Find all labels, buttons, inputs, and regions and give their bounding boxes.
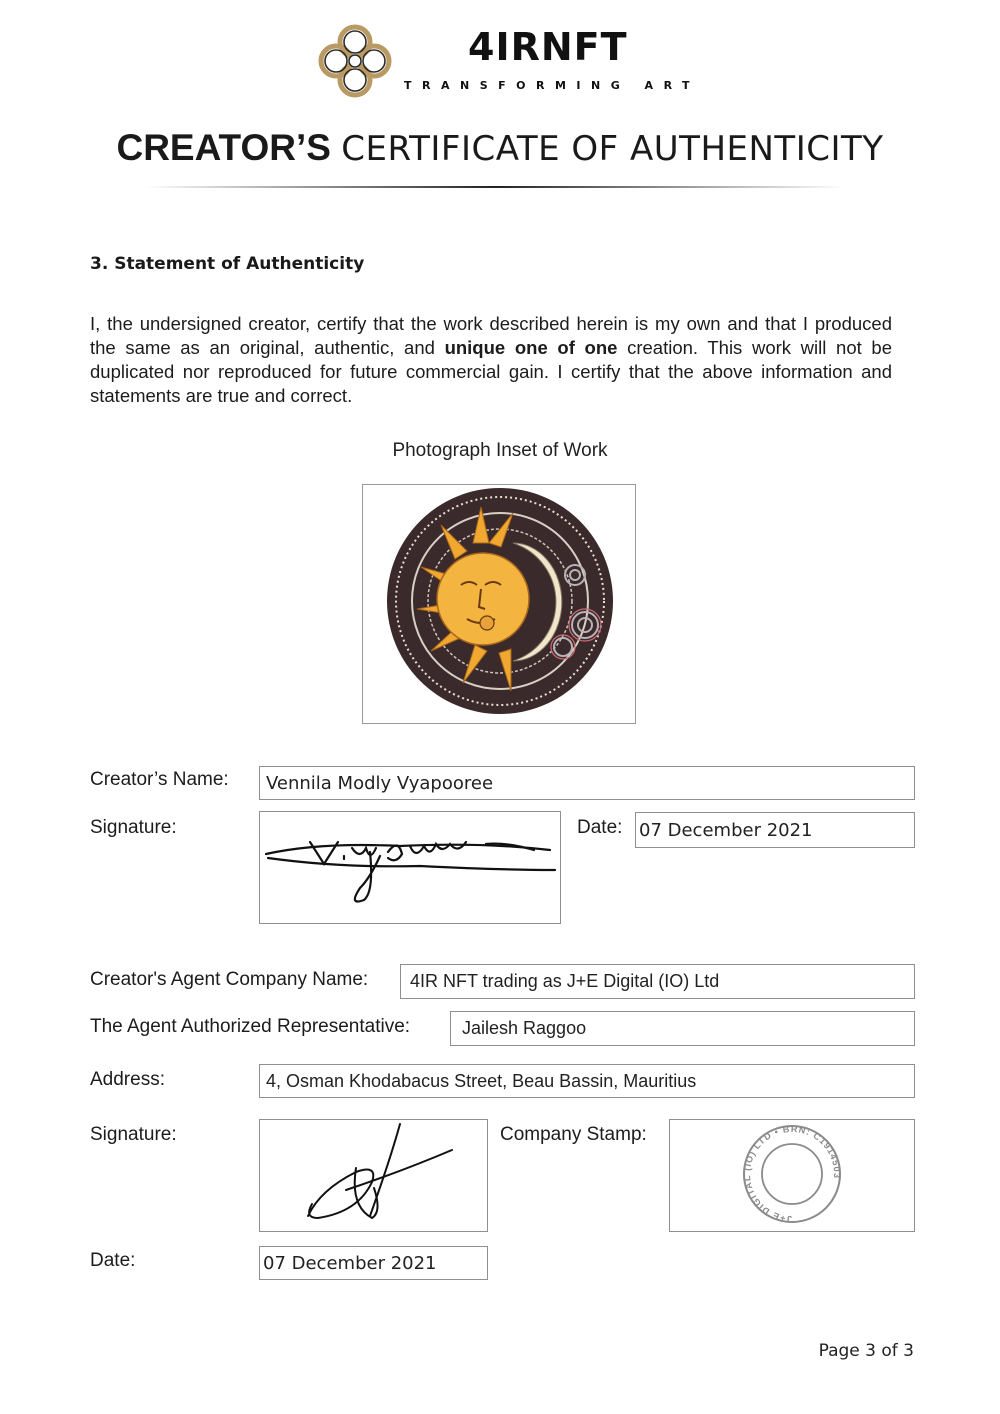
creator-signature-image [260, 812, 560, 923]
company-stamp-image [670, 1120, 914, 1231]
company-stamp-box [669, 1119, 915, 1232]
agent-company-field: 4IR NFT trading as J+E Digital (IO) Ltd [400, 964, 915, 999]
agent-representative-label: The Agent Authorized Representative: [90, 1016, 411, 1037]
agent-address-field: 4, Osman Khodabacus Street, Beau Bassin, Mauritius [259, 1064, 915, 1098]
agent-date-label: Date: [90, 1250, 136, 1271]
statement-part2: creation. This work will not be duplicated nor reproduced for future commercial gain. I certify that the above information and statements are true and correct. [90, 337, 892, 406]
agent-address-label: Address: [90, 1069, 165, 1090]
agent-representative-field: Jailesh Raggoo [450, 1011, 915, 1046]
page-number: Page 3 of 3 [818, 1341, 914, 1361]
agent-signature-image [260, 1120, 487, 1231]
statement-paragraph [90, 312, 892, 408]
creator-signature-box [259, 811, 561, 924]
title-rest: CERTIFICATE OF AUTHENTICITY [341, 129, 884, 169]
inset-caption: Photograph Inset of Work [392, 440, 608, 461]
artwork-photo-frame [362, 484, 636, 724]
agent-signature-label: Signature: [90, 1124, 177, 1145]
certificate-title [0, 128, 1000, 169]
creator-name-field: Vennila Modly Vyapooree [259, 766, 915, 800]
statement-bold: unique one of one [444, 337, 618, 358]
agent-company-label: Creator's Agent Company Name: [90, 969, 369, 990]
company-stamp-label: Company Stamp: [500, 1124, 647, 1145]
sun-moon-artwork-image [363, 485, 635, 723]
title-bold: CREATOR’S [116, 127, 331, 168]
brand-tagline: TRANSFORMING ART [404, 79, 701, 92]
agent-date-field: 07 December 2021 [259, 1246, 488, 1280]
brand-logo-icon [316, 22, 394, 100]
company-stamp-text: J+E DIGITAL (IO) LTD • BRN: C1914503 [741, 1123, 843, 1225]
section-heading: 3. Statement of Authenticity [90, 254, 365, 274]
creator-date-label: Date: [577, 817, 623, 838]
statement-part1: I, the undersigned creator, certify that the work described herein is my own and that I produced the same as an original, authentic, and [90, 313, 892, 358]
creator-date-field: 07 December 2021 [635, 812, 915, 848]
creator-signature-label: Signature: [90, 817, 177, 838]
svg-text:J+E DIGITAL (IO) LTD • BRN: C1 [742, 1124, 842, 1224]
title-divider [145, 186, 845, 188]
creator-name-label: Creator’s Name: [90, 769, 229, 790]
brand-name: 4IRNFT [468, 25, 628, 69]
agent-signature-box [259, 1119, 488, 1232]
